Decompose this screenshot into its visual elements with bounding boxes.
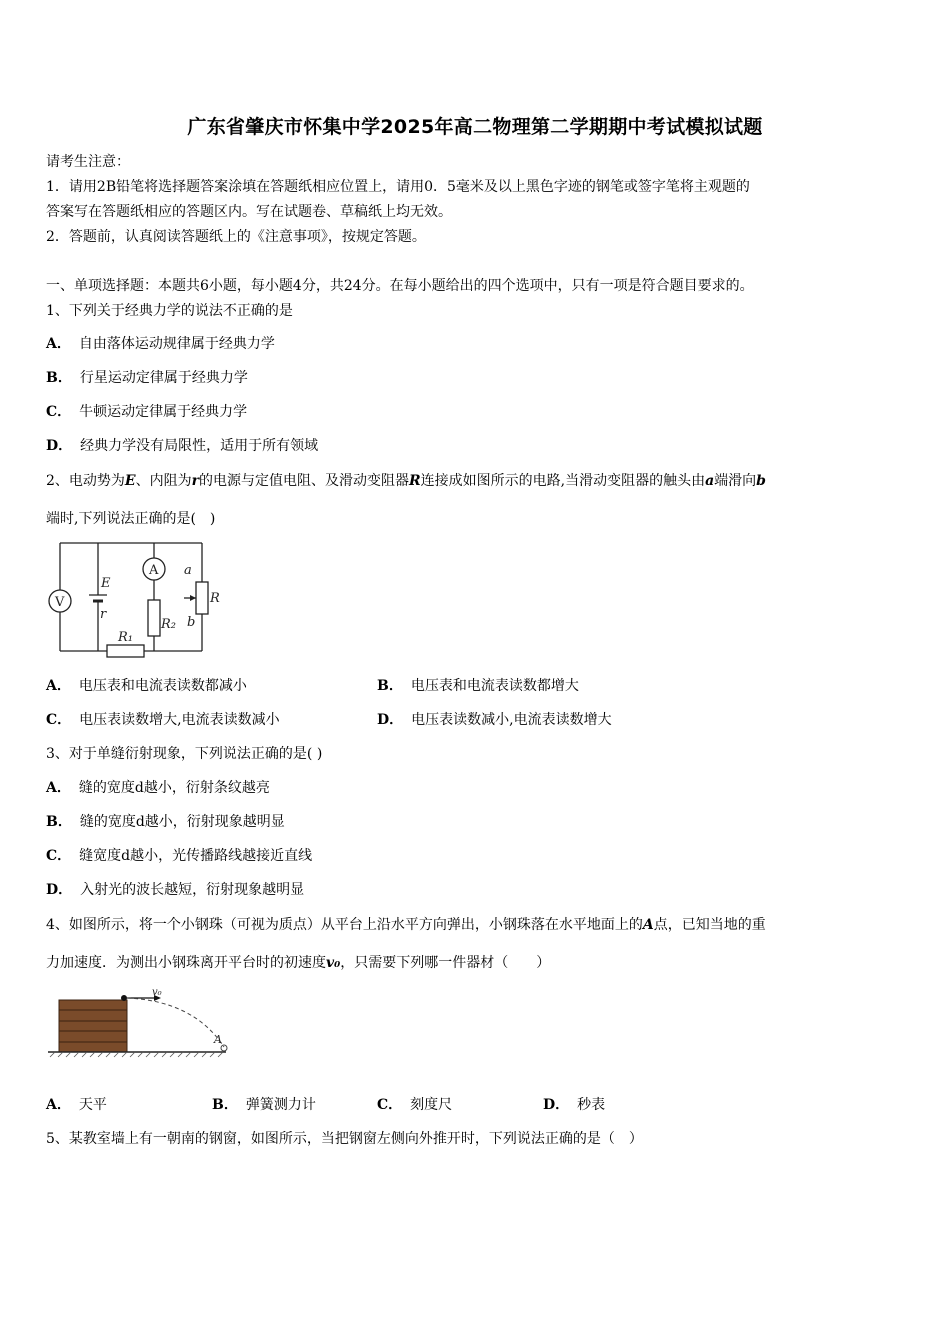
option-text: 天平 (78, 1097, 107, 1113)
option-letter: D． (46, 438, 73, 454)
q5-stem: 5、某教室墙上有一朝南的钢窗，如图所示，当把钢窗左侧向外推开时，下列说法正确的是（ ） (46, 1131, 643, 1147)
terminal-b-label: b (187, 615, 196, 630)
option-text: 电压表读数减小,电流表读数增大 (411, 712, 612, 728)
q1-option-d[interactable] (46, 436, 318, 456)
option-text: 缝宽度d越小，光传播路线越接近直线 (79, 848, 313, 864)
notice-item-1b: 答案写在答题纸相应的答题区内。写在试题卷、草稿纸上均无效。 (46, 204, 452, 220)
page-title: 广东省肇庆市怀集中学2025年高二物理第二学期期中考试模拟试题 (187, 116, 763, 138)
q4-option-b[interactable] (212, 1095, 316, 1115)
q2-option-a[interactable] (46, 676, 247, 696)
q1-option-c[interactable] (46, 402, 247, 422)
q4-option-d[interactable] (543, 1095, 605, 1115)
option-text: 电压表读数增大,电流表读数减小 (79, 712, 280, 728)
option-text: 电压表和电流表读数都减小 (78, 678, 247, 694)
q4-option-c[interactable] (377, 1095, 452, 1115)
option-letter: A． (46, 1097, 71, 1113)
option-text: 行星运动定律属于经典力学 (79, 370, 248, 386)
q2-option-c[interactable] (46, 710, 280, 730)
option-letter: A． (46, 780, 71, 796)
option-text: 牛顿运动定律属于经典力学 (79, 404, 248, 420)
option-text: 入射光的波长越短，衍射现象越明显 (80, 882, 305, 898)
option-letter: C． (46, 712, 72, 728)
option-letter: D． (377, 712, 404, 728)
option-text: 电压表和电流表读数都增大 (410, 678, 579, 694)
option-letter: B． (377, 678, 403, 694)
option-letter: C． (377, 1097, 403, 1113)
q3-option-d[interactable] (46, 880, 304, 900)
section-heading: 一、单项选择题：本题共6小题，每小题4分，共24分。在每小题给出的四个选项中，只有一项是符合题目要求的。 (46, 278, 754, 294)
q3-option-c[interactable] (46, 846, 312, 866)
option-letter: D． (543, 1097, 570, 1113)
q3-option-b[interactable] (46, 812, 285, 832)
q2-option-b[interactable] (377, 676, 579, 696)
option-letter: B． (46, 814, 72, 830)
ammeter-label: A (149, 563, 159, 578)
option-letter: A． (46, 678, 71, 694)
option-text: 秒表 (577, 1097, 606, 1113)
option-text: 缝的宽度d越小，衍射条纹越亮 (78, 780, 270, 796)
q4-option-a[interactable] (46, 1095, 107, 1115)
notice-heading: 请考生注意： (46, 154, 130, 170)
q1-stem: 1、下列关于经典力学的说法不正确的是 (46, 303, 293, 319)
option-letter: C． (46, 848, 72, 864)
q2-option-d[interactable] (377, 710, 612, 730)
q2-stem-line2: 端时,下列说法正确的是( ) (46, 511, 216, 527)
q3-stem: 3、对于单缝衍射现象，下列说法正确的是( ) (46, 746, 323, 762)
landing-point-label: A (214, 1033, 222, 1046)
option-text: 缝的宽度d越小，衍射现象越明显 (79, 814, 285, 830)
option-letter: A． (46, 336, 71, 352)
option-letter: D． (46, 882, 73, 898)
q2-stem: 2、电动势为E、内阻为r的电源与定值电阻、及滑动变阻器R连接成如图所示的电路,当滑动变阻器的触头由a端滑向b (46, 473, 766, 489)
r2-label: R₂ (161, 617, 176, 632)
option-letter: C． (46, 404, 72, 420)
q3-option-a[interactable] (46, 778, 270, 798)
velocity-label: v₀ (152, 987, 162, 998)
voltmeter-label: V (55, 595, 65, 610)
terminal-a-label: a (184, 563, 192, 578)
option-text: 自由落体运动规律属于经典力学 (78, 336, 275, 352)
notice-item-2: 2．答题前，认真阅读答题纸上的《注意事项》，按规定答题。 (46, 229, 426, 245)
rheostat-label: R (210, 591, 220, 606)
option-text: 刻度尺 (410, 1097, 453, 1113)
option-letter: B． (46, 370, 72, 386)
option-text: 经典力学没有局限性，适用于所有领域 (80, 438, 319, 454)
r1-label: R₁ (118, 630, 133, 645)
option-text: 弹簧测力计 (245, 1097, 316, 1113)
q4-stem: 4、如图所示，将一个小钢珠（可视为质点）从平台上沿水平方向弹出，小钢珠落在水平地面上的A点，已知当地的重 (46, 917, 766, 933)
notice-item-1a: 1．请用2B铅笔将选择题答案涂填在答题纸相应位置上，请用0．5毫米及以上黑色字迹的钢笔或签字笔将主观题的 (46, 179, 750, 195)
q1-option-b[interactable] (46, 368, 248, 388)
q4-stem-line2: 力加速度．为测出小钢珠离开平台时的初速度v₀，只需要下列哪一件器材（ ） (46, 955, 551, 971)
emf-label: E (101, 576, 111, 591)
option-letter: B． (212, 1097, 238, 1113)
projectile-diagram (44, 985, 229, 1060)
circuit-diagram (44, 538, 229, 660)
internal-resistance-label: r (100, 607, 107, 622)
q1-option-a[interactable] (46, 334, 275, 354)
